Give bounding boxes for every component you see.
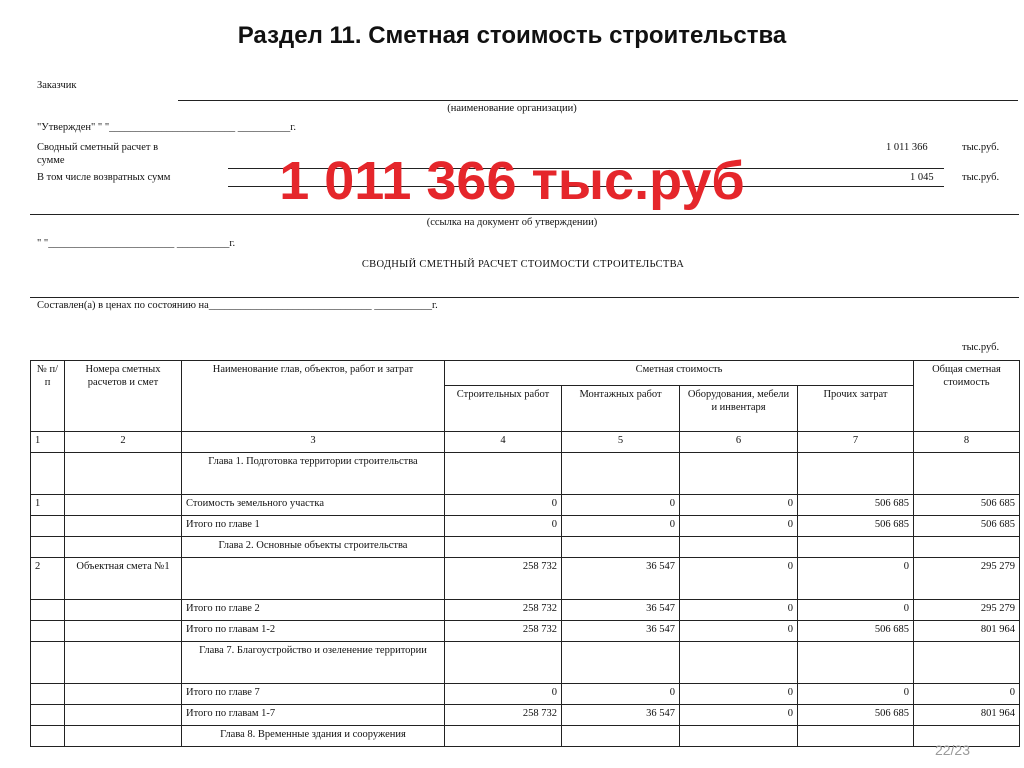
cell-num <box>31 453 65 495</box>
cell-construction <box>445 642 562 684</box>
cell-name: Итого по главам 1-2 <box>182 621 445 642</box>
cell-name <box>182 558 445 600</box>
cell-equipment: 0 <box>680 621 798 642</box>
cell-equipment <box>680 537 798 558</box>
cell-installation: 0 <box>562 516 680 537</box>
cell-total: 506 685 <box>914 495 1020 516</box>
cell-installation <box>562 642 680 684</box>
cell-construction: 258 732 <box>445 558 562 600</box>
col-header-equipment: Оборудования, мебели и инвентаря <box>680 386 798 432</box>
cell-construction: 258 732 <box>445 600 562 621</box>
cell-equipment: 0 <box>680 516 798 537</box>
cell-estimate <box>65 684 182 705</box>
cell-num: 1 <box>31 495 65 516</box>
cell-estimate <box>65 537 182 558</box>
col-header-construction: Строительных работ <box>445 386 562 432</box>
cell-total <box>914 453 1020 495</box>
cell-construction: 0 <box>445 495 562 516</box>
customer-label: Заказчик <box>37 80 77 91</box>
cell-name: Итого по главе 1 <box>182 516 445 537</box>
cell-installation <box>562 453 680 495</box>
col-number: 7 <box>798 432 914 453</box>
cell-other: 506 685 <box>798 705 914 726</box>
ref-line <box>30 214 1019 215</box>
cell-name: Итого по главе 7 <box>182 684 445 705</box>
cell-estimate <box>65 600 182 621</box>
returnable-label: В том числе возвратных сумм <box>37 172 171 183</box>
cell-total: 506 685 <box>914 516 1020 537</box>
col-header-estimate-numbers: Номера сметных расчетов и смет <box>65 361 182 432</box>
summary-value: 1 011 366 <box>886 142 928 153</box>
slide-title: Раздел 11. Сметная стоимость строительства <box>237 22 787 49</box>
unit-label-3: тыс.руб. <box>962 342 1000 353</box>
approved-label: "Утвержден" " "________________________ __________г. <box>37 122 296 133</box>
cell-installation: 0 <box>562 495 680 516</box>
cell-num <box>31 621 65 642</box>
cell-total: 801 964 <box>914 705 1020 726</box>
col-header-installation: Монтажных работ <box>562 386 680 432</box>
cell-installation: 36 547 <box>562 600 680 621</box>
cell-equipment <box>680 453 798 495</box>
col-number: 6 <box>680 432 798 453</box>
cell-construction <box>445 726 562 747</box>
cell-num <box>31 537 65 558</box>
customer-line <box>178 100 1018 101</box>
cell-equipment: 0 <box>680 558 798 600</box>
org-caption: (наименование организации) <box>447 103 577 114</box>
cell-num <box>31 684 65 705</box>
cell-installation <box>562 537 680 558</box>
cell-equipment: 0 <box>680 705 798 726</box>
cell-equipment: 0 <box>680 684 798 705</box>
cell-installation: 36 547 <box>562 621 680 642</box>
cell-other <box>798 537 914 558</box>
table-row <box>31 453 1020 495</box>
cell-estimate <box>65 621 182 642</box>
cell-num <box>31 726 65 747</box>
cell-other: 506 685 <box>798 621 914 642</box>
table-row <box>31 516 1020 537</box>
cell-other: 0 <box>798 558 914 600</box>
cell-other <box>798 726 914 747</box>
total-cost-highlight: 1 011 366 тыс.руб <box>279 151 745 211</box>
col-header-num: № п/п <box>31 361 65 432</box>
cell-total: 295 279 <box>914 600 1020 621</box>
document-title: СВОДНЫЙ СМЕТНЫЙ РАСЧЕТ СТОИМОСТИ СТРОИТЕЛЬСТВА <box>361 259 685 270</box>
cell-construction <box>445 453 562 495</box>
cell-estimate: Объектная смета №1 <box>65 558 182 600</box>
cell-total <box>914 537 1020 558</box>
cell-total <box>914 642 1020 684</box>
table-row <box>31 621 1020 642</box>
cell-name: Итого по главе 2 <box>182 600 445 621</box>
cell-construction: 258 732 <box>445 621 562 642</box>
table-row <box>31 684 1020 705</box>
cell-name: Глава 8. Временные здания и сооружения <box>182 726 445 747</box>
cell-installation: 36 547 <box>562 705 680 726</box>
cell-other: 0 <box>798 684 914 705</box>
cell-total: 801 964 <box>914 621 1020 642</box>
col-number: 3 <box>182 432 445 453</box>
cell-other: 506 685 <box>798 516 914 537</box>
table-row <box>31 705 1020 726</box>
col-header-cost: Сметная стоимость <box>445 361 914 386</box>
cell-estimate <box>65 516 182 537</box>
cell-other: 506 685 <box>798 495 914 516</box>
cell-construction <box>445 537 562 558</box>
col-header-name: Наименование глав, объектов, работ и затрат <box>182 361 445 432</box>
cell-installation <box>562 726 680 747</box>
cell-total: 0 <box>914 684 1020 705</box>
cell-num <box>31 642 65 684</box>
cell-estimate <box>65 642 182 684</box>
cell-estimate <box>65 495 182 516</box>
cell-name: Глава 1. Подготовка территории строительства <box>182 453 445 495</box>
cell-construction: 0 <box>445 516 562 537</box>
cell-name: Стоимость земельного участка <box>182 495 445 516</box>
cell-estimate <box>65 726 182 747</box>
cell-estimate <box>65 453 182 495</box>
header-row-1 <box>31 361 1020 386</box>
cell-total: 295 279 <box>914 558 1020 600</box>
compiled-label: Составлен(а) в ценах по состоянию на_______________________________ ___________г. <box>37 300 438 311</box>
cell-num: 2 <box>31 558 65 600</box>
cell-installation: 0 <box>562 684 680 705</box>
cell-equipment <box>680 642 798 684</box>
cell-equipment: 0 <box>680 600 798 621</box>
cell-name: Глава 7. Благоустройство и озеленение территории <box>182 642 445 684</box>
table-row <box>31 495 1020 516</box>
table-row <box>31 642 1020 684</box>
ref-caption: (ссылка на документ об утверждении) <box>426 217 598 228</box>
col-number: 5 <box>562 432 680 453</box>
unit-label-2: тыс.руб. <box>962 172 1000 183</box>
cell-equipment: 0 <box>680 495 798 516</box>
cell-other: 0 <box>798 600 914 621</box>
cell-construction: 258 732 <box>445 705 562 726</box>
col-number: 2 <box>65 432 182 453</box>
date-line: " "________________________ __________г. <box>37 238 236 249</box>
column-numbers-row <box>31 432 1020 453</box>
col-number: 1 <box>31 432 65 453</box>
table-row <box>31 600 1020 621</box>
table-row <box>31 726 1020 747</box>
cell-name: Итого по главам 1-7 <box>182 705 445 726</box>
col-number: 4 <box>445 432 562 453</box>
cell-construction: 0 <box>445 684 562 705</box>
estimate-table <box>30 360 1020 747</box>
cell-other <box>798 453 914 495</box>
cell-num <box>31 600 65 621</box>
cell-estimate <box>65 705 182 726</box>
cell-other <box>798 642 914 684</box>
table-row <box>31 558 1020 600</box>
summary-label-1: Сводный сметный расчет в <box>37 142 159 153</box>
title-line <box>30 297 1019 298</box>
col-number: 8 <box>914 432 1020 453</box>
summary-label-2: сумме <box>37 155 65 166</box>
cell-name: Глава 2. Основные объекты строительства <box>182 537 445 558</box>
cell-num <box>31 516 65 537</box>
returnable-value: 1 045 <box>910 172 934 183</box>
cell-equipment <box>680 726 798 747</box>
col-header-other: Прочих затрат <box>798 386 914 432</box>
cell-installation: 36 547 <box>562 558 680 600</box>
cell-num <box>31 705 65 726</box>
page-number: 22/23 <box>934 742 970 758</box>
col-header-total: Общая сметная стоимость <box>914 361 1020 432</box>
unit-label-1: тыс.руб. <box>962 142 1000 153</box>
table-row <box>31 537 1020 558</box>
